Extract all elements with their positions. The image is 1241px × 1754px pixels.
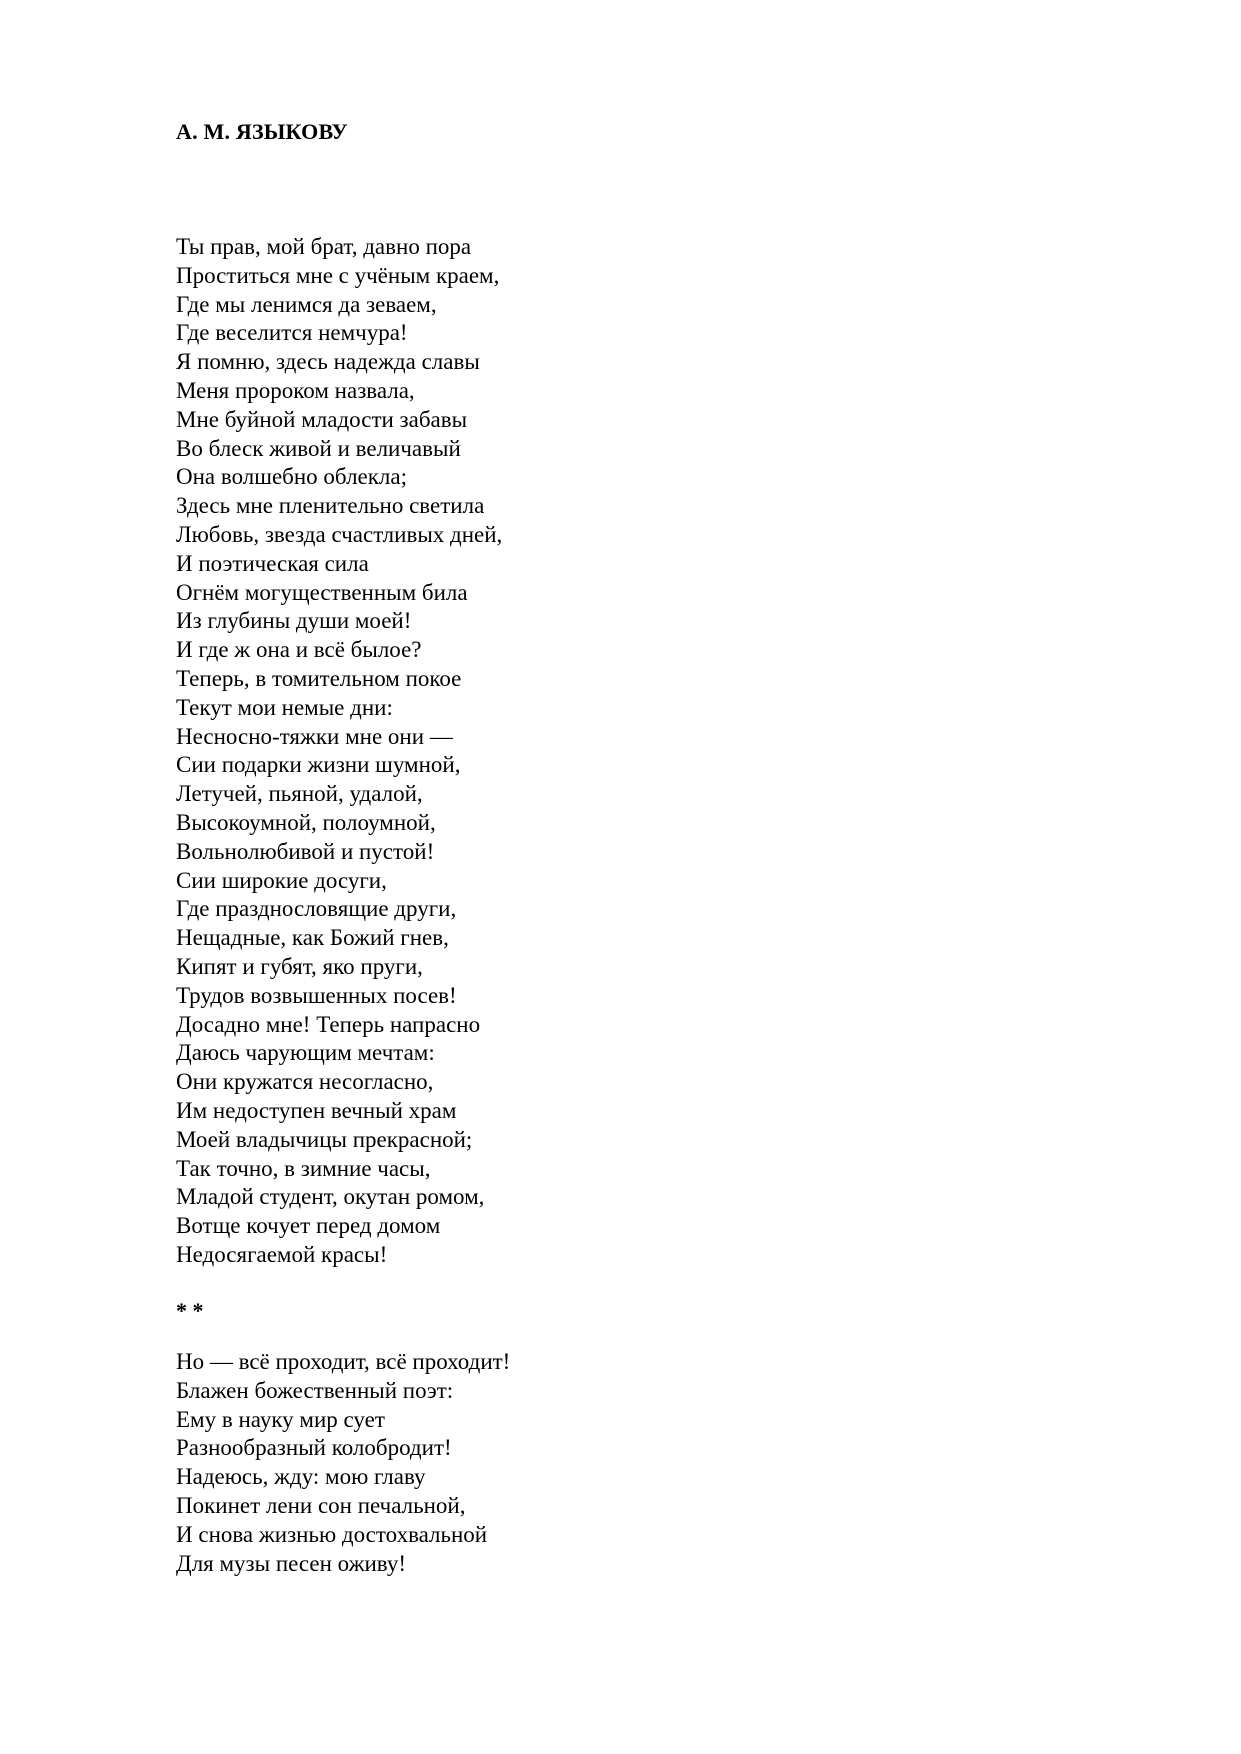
verse-line: Я помню, здесь надежда славы xyxy=(176,349,480,375)
verse-line: Ему в науку мир сует xyxy=(176,1406,385,1432)
verse-line: Для музы песен оживу! xyxy=(176,1550,407,1576)
verse-line: Мне буйной младости забавы xyxy=(176,406,468,432)
verse-line: Где празднословящие други, xyxy=(176,896,457,922)
verse-line: Вотще кочует перед домом xyxy=(176,1213,441,1239)
verse-line: Сии подарки жизни шумной, xyxy=(176,752,461,778)
verse-line: Несносно-тяжки мне они — xyxy=(176,723,453,749)
verse-line: Трудов возвышенных посев! xyxy=(176,982,457,1008)
verse-line: Она волшебно облекла; xyxy=(176,464,407,490)
verse-line: Ты прав, мой брат, давно пора xyxy=(176,234,472,259)
verse-line: Нещадные, как Божий гнев, xyxy=(176,925,449,951)
verse-line: Им недоступен вечный храм xyxy=(176,1097,457,1123)
verse-line: Теперь, в томительном покое xyxy=(176,665,462,691)
verse-line: Покинет лени сон печальной, xyxy=(176,1492,466,1518)
verse-line: Они кружатся несогласно, xyxy=(176,1069,434,1095)
verse-line: Досадно мне! Теперь напрасно xyxy=(176,1011,481,1037)
verse-line: Из глубины души моей! xyxy=(176,608,412,634)
verse-line: Где мы ленимся да зеваем, xyxy=(176,291,437,317)
verse-line: Где веселится немчура! xyxy=(176,320,408,346)
verse-line: Вольнолюбивой и пустой! xyxy=(176,838,435,864)
verse-line: И снова жизнью достохвальной xyxy=(176,1521,488,1547)
stanza-2 xyxy=(176,1348,510,1578)
verse-line: Младой студент, окутан ромом, xyxy=(176,1184,485,1210)
verse-line: Летучей, пьяной, удалой, xyxy=(176,781,423,807)
verse-line: Сии широкие досуги, xyxy=(176,867,387,893)
verse-line: Моей владычицы прекрасной; xyxy=(176,1126,473,1152)
verse-line: Любовь, звезда счастливых дней, xyxy=(176,521,503,547)
verse-line: Разнообразный колобродит! xyxy=(176,1435,452,1461)
verse-line: Даюсь чарующим мечтам: xyxy=(176,1040,435,1066)
verse-line: Текут мои немые дни: xyxy=(176,694,393,720)
verse-line: Блажен божественный поэт: xyxy=(176,1377,454,1403)
stanza-separator: * * xyxy=(176,1298,204,1323)
verse-line: Недосягаемой красы! xyxy=(176,1241,388,1267)
verse-line: Во блеск живой и величавый xyxy=(176,435,461,461)
verse-line: Надеюсь, жду: мою главу xyxy=(176,1464,426,1490)
verse-line: Высокоумной, полоумной, xyxy=(176,809,436,835)
verse-line: Проститься мне с учёным краем, xyxy=(176,262,500,288)
stanza-1 xyxy=(176,233,502,1270)
verse-line: И где ж она и всё былое? xyxy=(176,637,422,663)
verse-line: И поэтическая сила xyxy=(176,550,369,576)
verse-line: Кипят и губят, яко пруги, xyxy=(176,953,423,979)
verse-line: Меня пророком назвала, xyxy=(176,377,415,403)
verse-line: Но — всё проходит, всё проходит! xyxy=(176,1349,511,1374)
verse-line: Так точно, в зимние часы, xyxy=(176,1155,431,1181)
verse-line: Здесь мне пленительно светила xyxy=(176,493,485,519)
verse-line: Огнём могущественным била xyxy=(176,579,468,605)
poem-title: А. М. ЯЗЫКОВУ xyxy=(176,119,348,144)
